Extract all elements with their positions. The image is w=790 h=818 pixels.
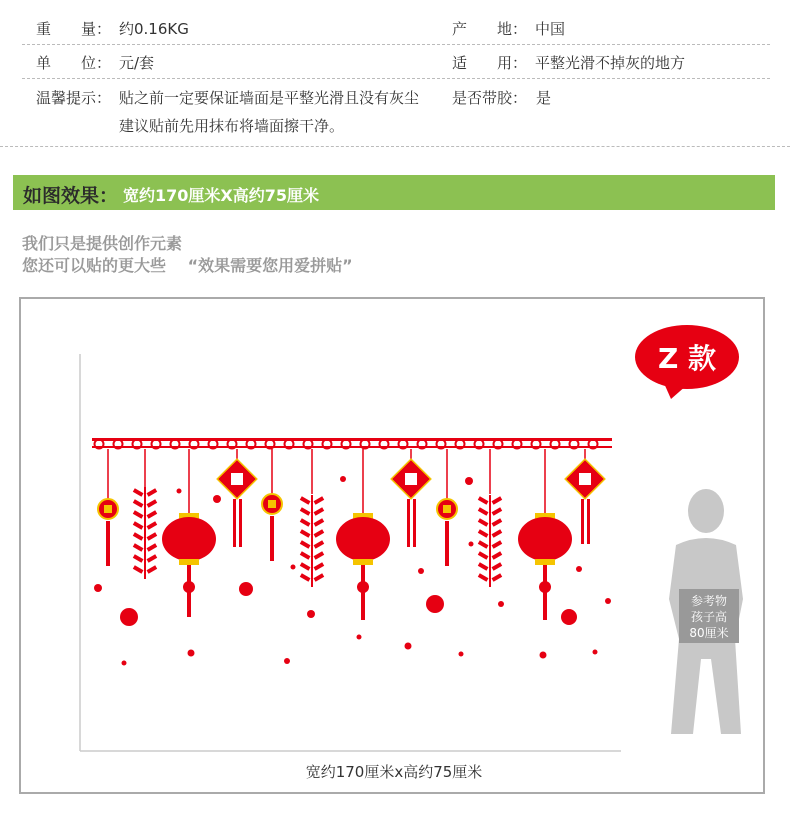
- section-divider: [0, 146, 790, 147]
- glue-value: 是: [536, 89, 552, 107]
- unit-value: 元/套: [119, 54, 155, 72]
- fu-charm-3: [565, 459, 605, 544]
- coin-charm-1: [98, 499, 118, 566]
- tip-line-1: 贴之前一定要保证墙面是平整光滑且没有灰尘: [119, 89, 420, 107]
- coin-charm-3: [437, 499, 457, 566]
- reference-line-2: 孩子高: [690, 610, 728, 624]
- hanging-strings: [108, 449, 585, 514]
- note-line-1: 我们只是提供创作元素: [22, 234, 183, 253]
- cloud-border: [92, 438, 612, 449]
- glue-label: 是否带胶：: [452, 89, 528, 107]
- tip-line-2: 建议贴前先用抹布将墙面擦干净。: [119, 117, 345, 135]
- confetti: [94, 476, 611, 666]
- tip-label: 温馨提示：: [36, 89, 112, 107]
- banner-size: 宽约170厘米X高约75厘米: [123, 186, 320, 205]
- lantern-3: [518, 513, 572, 620]
- note-line-2: 您还可以贴的更大些 “效果需要您用爱拼贴”: [22, 256, 353, 275]
- weight-value: 约0.16KG: [119, 20, 189, 38]
- unit-label: 单 位：: [36, 54, 112, 72]
- preview-caption: 宽约170厘米x高约75厘米: [305, 763, 483, 781]
- preview-illustration: [21, 299, 763, 792]
- fu-charm-1: [217, 459, 257, 547]
- usage-value: 平整光滑不掉灰的地方: [535, 54, 686, 72]
- badge-text: Z 款: [657, 342, 717, 375]
- spec-row-tip: [22, 79, 770, 139]
- lantern-1: [162, 513, 216, 617]
- reference-line-1: 参考物: [690, 594, 728, 608]
- fu-charm-2: [391, 459, 431, 547]
- banner-title: 如图效果：: [23, 185, 119, 207]
- firecracker-2: [300, 495, 324, 587]
- weight-label: 重 量：: [36, 20, 112, 38]
- coin-charm-2: [262, 494, 282, 561]
- usage-label: 适 用：: [452, 54, 528, 72]
- lantern-2: [336, 513, 390, 620]
- firecracker-3: [478, 495, 502, 587]
- origin-value: 中国: [535, 20, 566, 38]
- firecracker-1: [133, 487, 157, 579]
- spec-row-weight: [22, 10, 770, 45]
- origin-label: 产 地：: [452, 20, 528, 38]
- style-badge: [635, 325, 739, 399]
- spec-row-unit: [22, 44, 770, 79]
- reference-line-3: 80厘米: [689, 626, 729, 640]
- preview-frame: [19, 297, 765, 794]
- effect-banner: [13, 175, 775, 210]
